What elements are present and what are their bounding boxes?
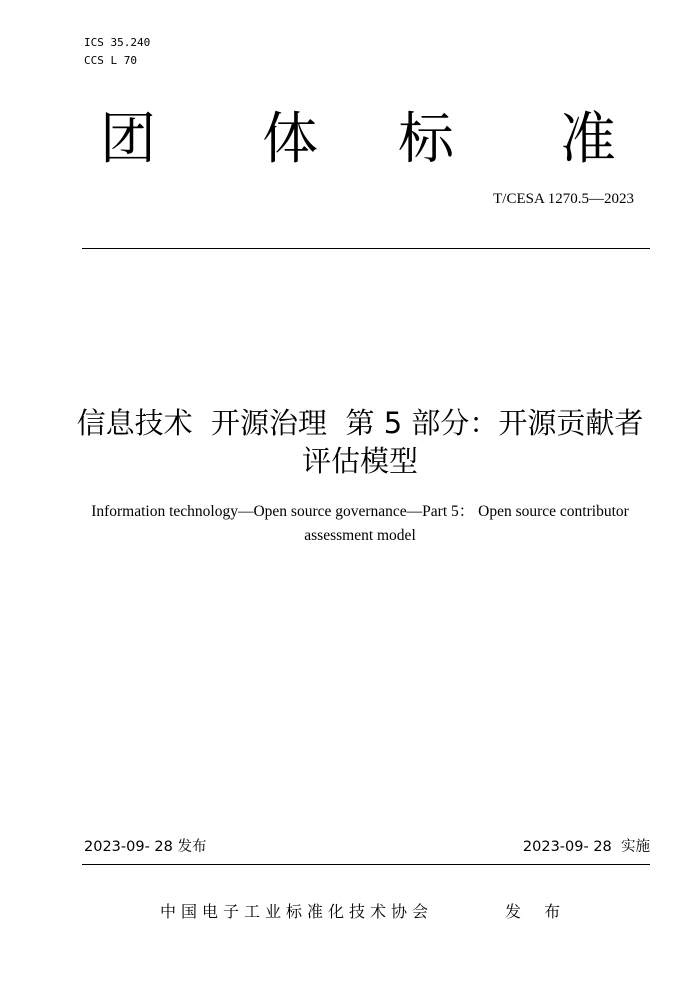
chinese-title-line-2: 评估模型 [301, 444, 418, 478]
header-char-3: 标 [398, 107, 454, 172]
ics-code: ICS 35.240 [84, 36, 151, 49]
issuing-organization: 中国电子工业标准化技术协会 [160, 902, 434, 921]
publish-date: 2023-09- 28 发布 [84, 839, 207, 855]
header-char-4: 准 [560, 107, 616, 172]
header-char-2: 体 [262, 107, 318, 172]
ccs-code: CCS L 70 [84, 54, 137, 67]
english-title-line-2: assessment model [304, 527, 416, 544]
issue-label: 发 布 [505, 902, 570, 921]
chinese-title-line-1: 信息技术 开源治理 第 5 部分：开源贡献者 [76, 406, 644, 440]
bottom-divider [82, 864, 650, 865]
header-char-1: 团 [100, 107, 156, 172]
implement-date: 2023-09- 28 实施 [522, 839, 650, 855]
top-divider [82, 248, 650, 249]
english-title-line-1: Information technology—Open source governance—Part 5： Open source contributor [91, 503, 629, 520]
standard-number: T/CESA 1270.5—2023 [493, 191, 634, 207]
